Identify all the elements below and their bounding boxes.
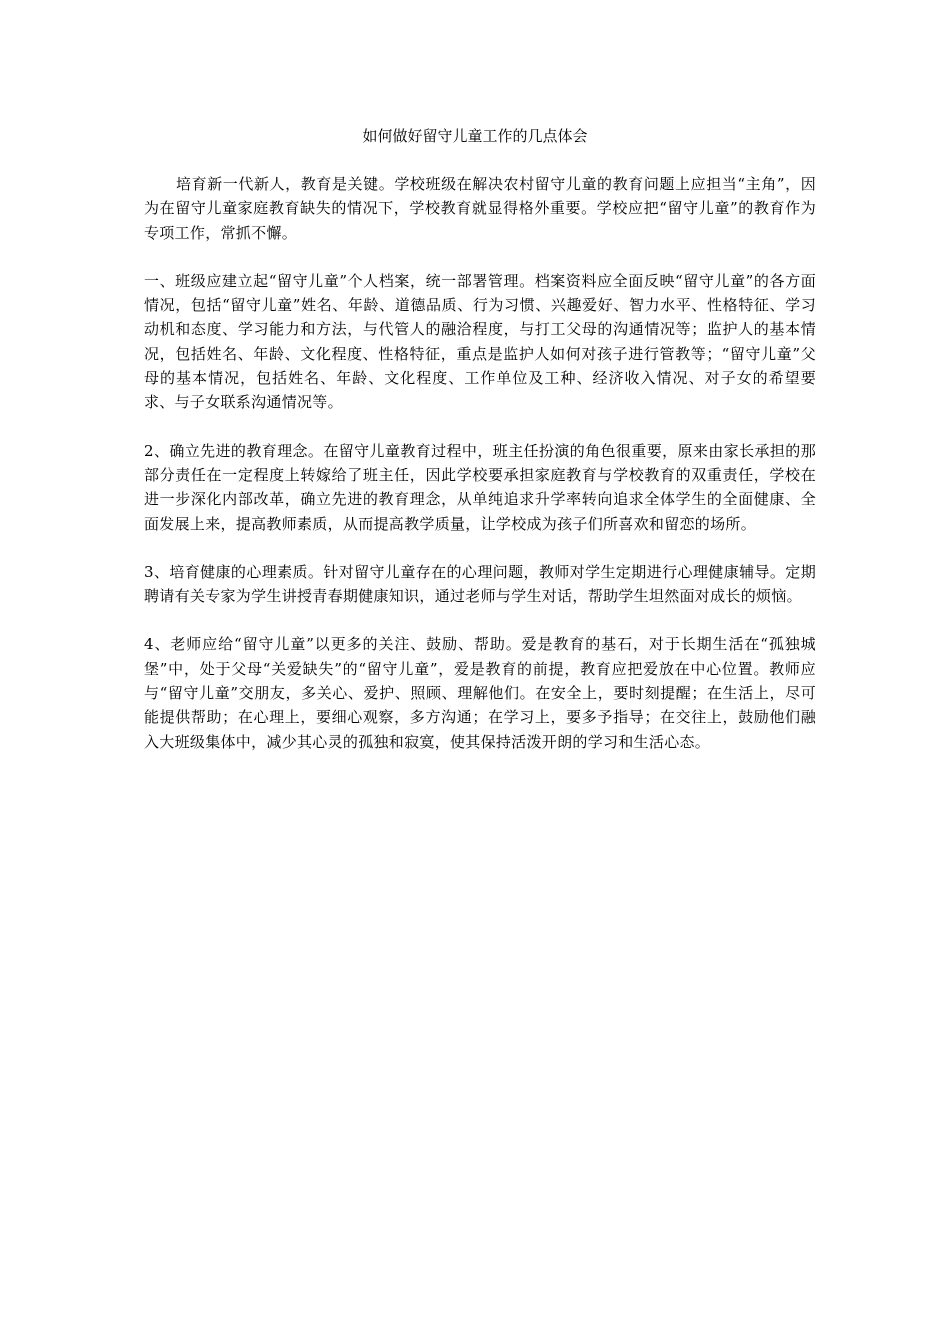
section-2-paragraph: 2、确立先进的教育理念。在留守儿童教育过程中，班主任扮演的角色很重要，原来由家长承担的那部分责任在一定程度上转嫁给了班主任，因此学校要承担家庭教育与学校教育的双重责任，学校在进一步深化内部改革，确立先进的教育理念，从单纯追求升学率转向追求全体学生的全面健康、全面发展上来，提高教师素质，从而提高教学质量，让学校成为孩子们所喜欢和留恋的场所。 <box>144 441 816 533</box>
document-body <box>144 172 816 778</box>
section-4-paragraph: 4、老师应给“留守儿童”以更多的关注、鼓励、帮助。爱是教育的基石，对于长期生活在“孤独城堡”中，处于父母“关爱缺失”的“留守儿童”，爱是教育的前提，教育应把爱放在中心位置。教师应与“留守儿童”交朋友，多关心、爱护、照顾、理解他们。在安全上，要时刻提醒；在生活上，尽可能提供帮助；在心理上，要细心观察，多方沟通；在学习上，要多予指导；在交往上，鼓励他们融入大班级集体中，减少其心灵的孤独和寂寞，使其保持活泼开朗的学习和生活心态。 <box>144 635 816 751</box>
section-3-paragraph: 3、培育健康的心理素质。针对留守儿童存在的心理问题，教师对学生定期进行心理健康辅导。定期聘请有关专家为学生讲授青春期健康知识，通过老师与学生对话，帮助学生坦然面对成长的烦恼。 <box>144 562 816 606</box>
section-1-paragraph: 一、班级应建立起“留守儿童”个人档案，统一部署管理。档案资料应全面反映“留守儿童”的各方面情况，包括“留守儿童”姓名、年龄、道德品质、行为习惯、兴趣爱好、智力水平、性格特征、学习动机和态度、学习能力和方法，与代管人的融洽程度，与打工父母的沟通情况等；监护人的基本情况，包括姓名、年龄、文化程度、性格特征，重点是监护人如何对孩子进行管教等；“留守儿童”父母的基本情况，包括姓名、年龄、文化程度、工作单位及工种、经济收入情况、对子女的希望要求、与子女联系沟通情况等。 <box>144 271 816 412</box>
document-title: 如何做好留守儿童工作的几点体会 <box>362 127 588 145</box>
intro-paragraph: 培育新一代新人，教育是关键。学校班级在解决农村留守儿童的教育问题上应担当“主角”，因为在留守儿童家庭教育缺失的情况下，学校教育就显得格外重要。学校应把“留守儿童”的教育作为专项工作，常抓不懈。 <box>144 175 816 242</box>
